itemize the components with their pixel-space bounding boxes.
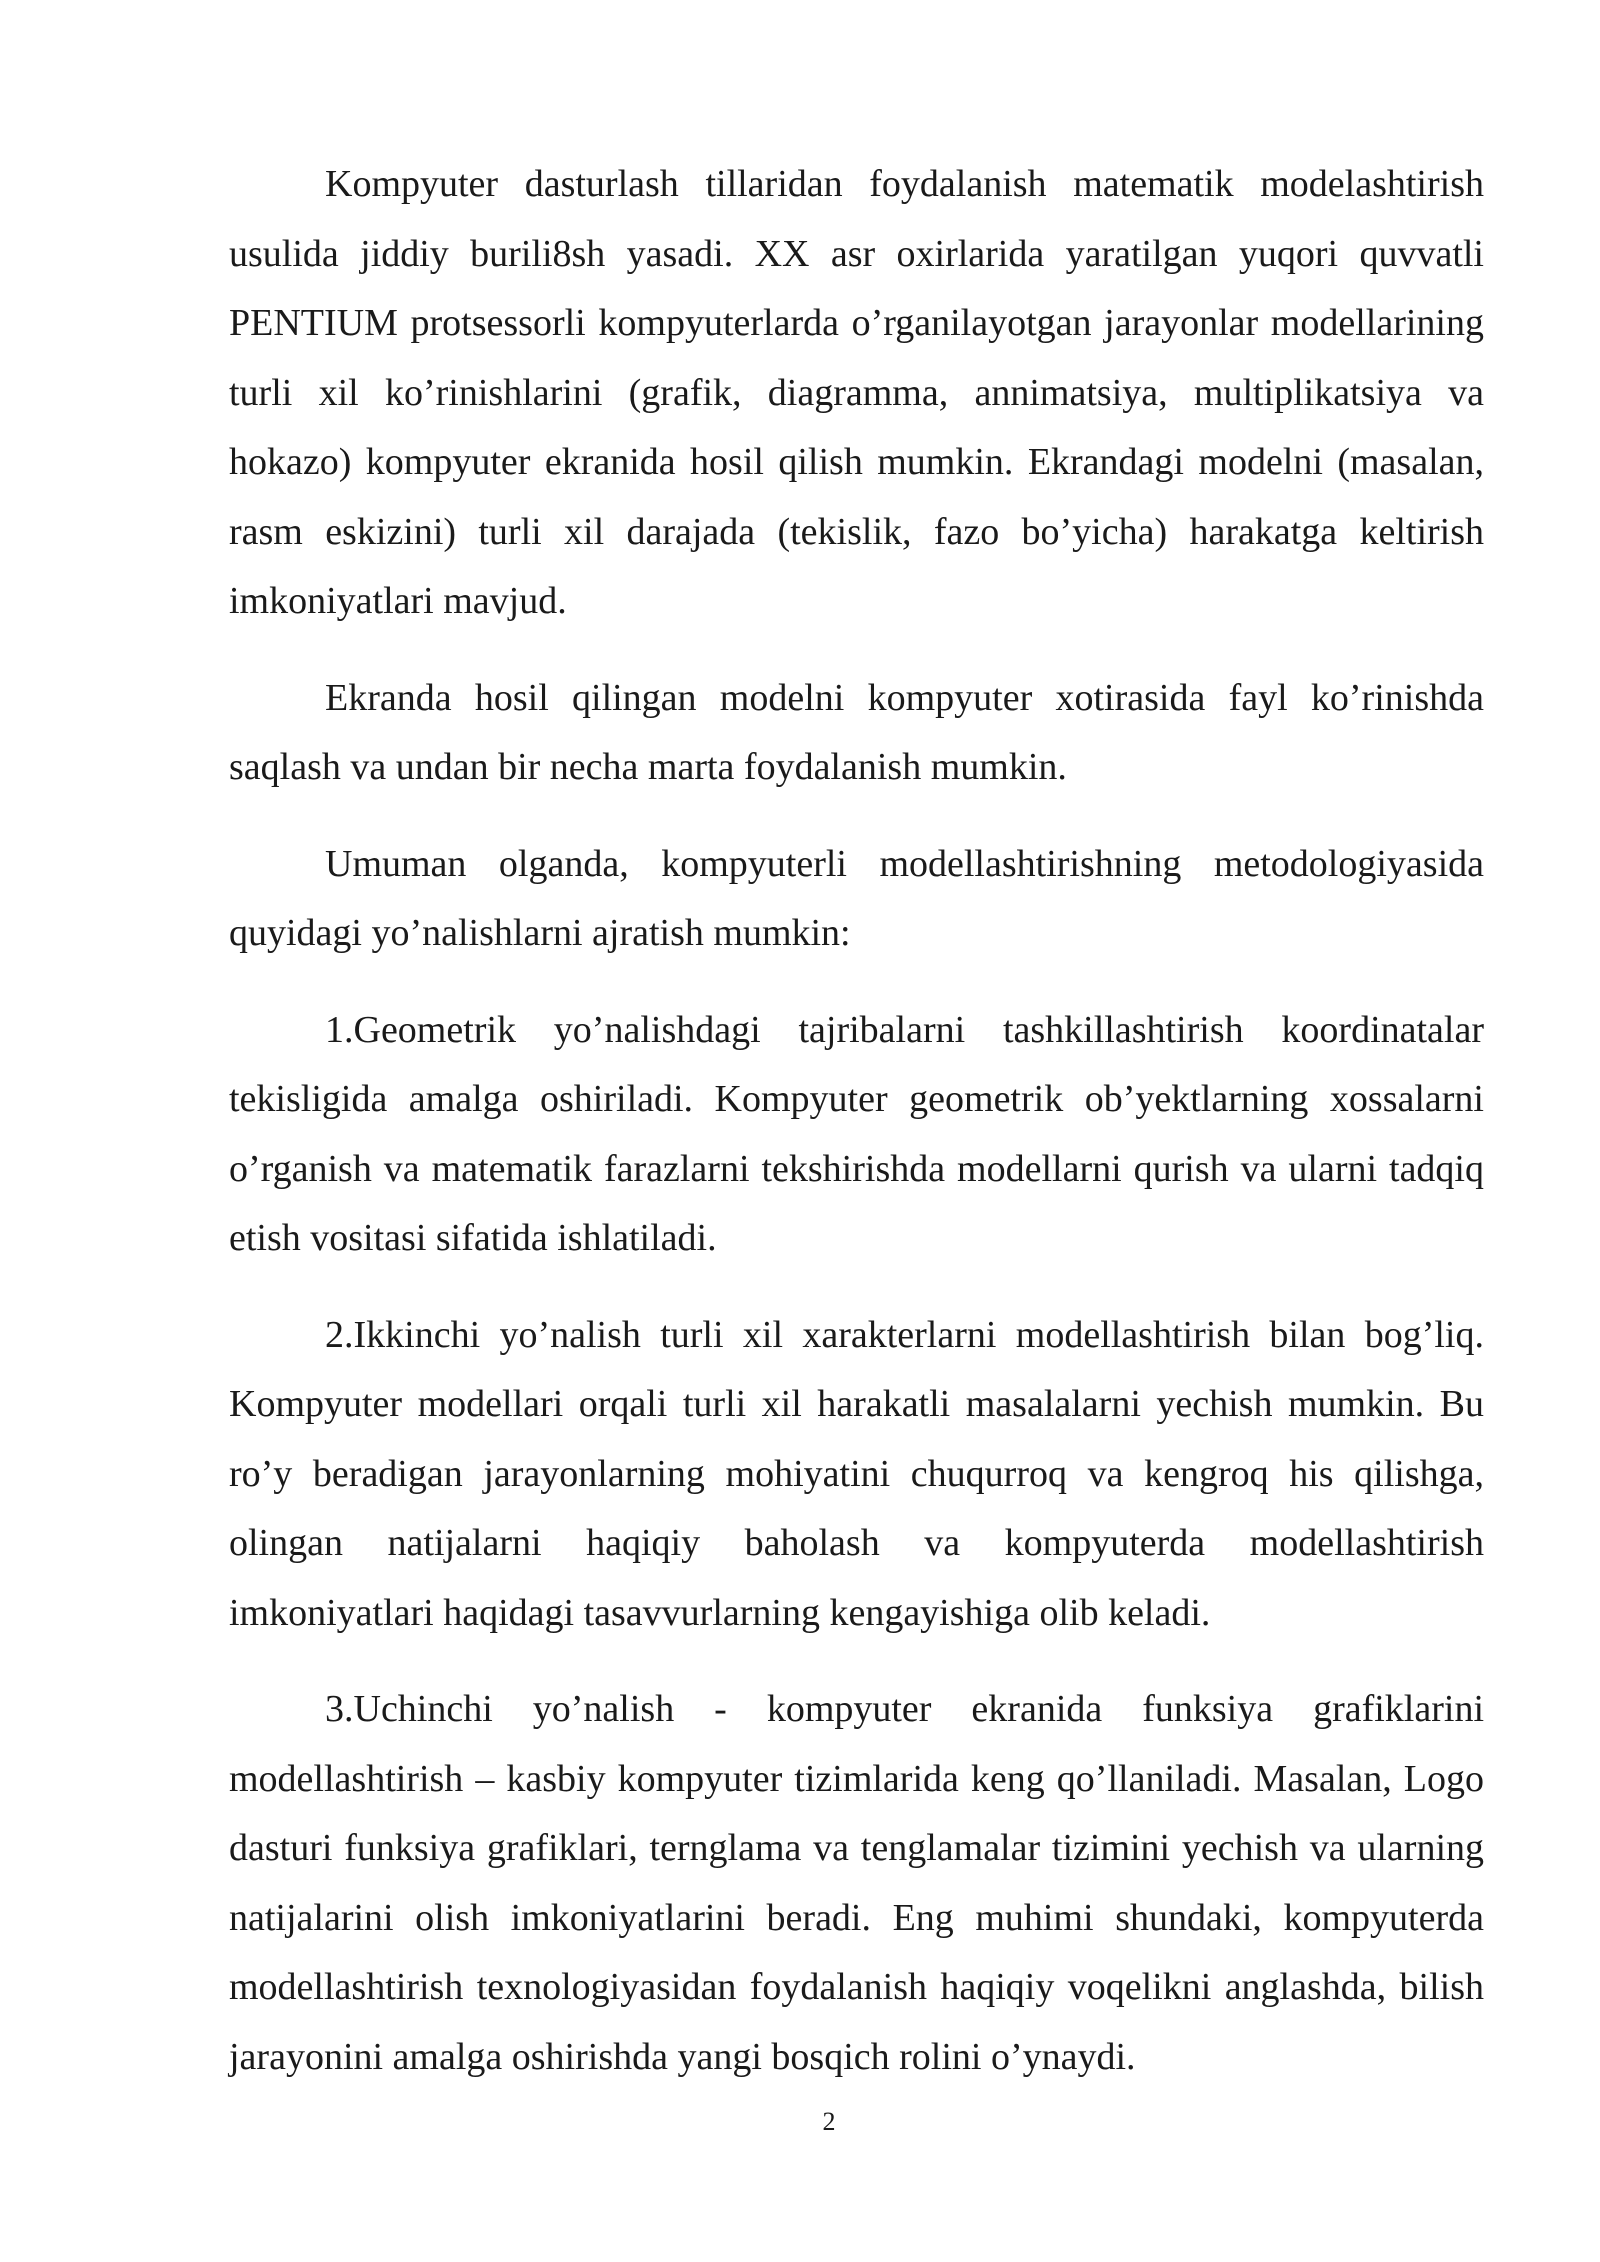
paragraph-direction-1: 1.Geometrik yo’nalishdagi tajribalarni tashkillashtirish koordinatalar tekisligida amalga oshiriladi. Kompyuter geometrik ob’yektlarning xossalarni o’rganish va matematik farazlarni tekshirishda modellarni qurish va ularni tadqiq etish vositasi sifatida ishlatiladi. bbox=[229, 1008, 1484, 1259]
paragraph-direction-3: 3.Uchinchi yo’nalish - kompyuter ekranida funksiya grafiklarini modellashtirish – kasbiy kompyuter tizimlarida keng qo’llaniladi. Masalan, Logo dasturi funksiya grafiklari, ternglama va tenglamalar tizimini yechish va ularning natijalarini olish imkoniyatlarini beradi. Eng muhimi shundaki, kompyuterda modellashtirish texnologiyasidan foydalanish haqiqiy voqelikni anglashda, bilish jarayonini amalga oshirishda yangi bosqich rolini o’ynaydi. bbox=[229, 1688, 1484, 2078]
paragraph-direction-2: 2.Ikkinchi yo’nalish turli xil xarakterlarni modellashtirish bilan bog’liq. Kompyuter modellari orqali turli xil harakatli masalalarni yechish mumkin. Bu ro’y beradigan jarayonlarning mohiyatini chuqurroq va kengroq his qilishga, olingan natijalarni haqiqiy baholash va kompyuterda modellashtirish imkoniyatlari haqidagi tasavvurlarning kengayishiga olib keladi. bbox=[229, 1313, 1484, 1634]
paragraph-directions: Umuman olganda, kompyuterli modellashtirishning metodologiyasida quyidagi yo’nalishlarni ajratish mumkin: bbox=[229, 842, 1484, 954]
paragraph-saving: Ekranda hosil qilingan modelni kompyuter xotirasida fayl ko’rinishda saqlash va undan bir necha marta foydalanish mumkin. bbox=[229, 676, 1484, 788]
page-number: 2 bbox=[822, 2107, 836, 2136]
paragraph-intro: Kompyuter dasturlash tillaridan foydalanish matematik modelashtirish usulida jiddiy burili8sh yasadi. XX asr oxirlarida yaratilgan yuqori quvvatli PENTIUM protsessorli kompyuterlarda o’rganilayotgan jarayonlar modellarining turli xil ko’rinishlarini (grafik, diagramma, annimatsiya, multiplikatsiya va hokazo) kompyuter ekranida hosil qilish mumkin. Ekrandagi modelni (masalan, rasm eskizini) turli xil darajada (tekislik, fazo bo’yicha) harakatga keltirish imkoniyatlari mavjud. bbox=[229, 163, 1484, 622]
document-page bbox=[229, 150, 1484, 2119]
